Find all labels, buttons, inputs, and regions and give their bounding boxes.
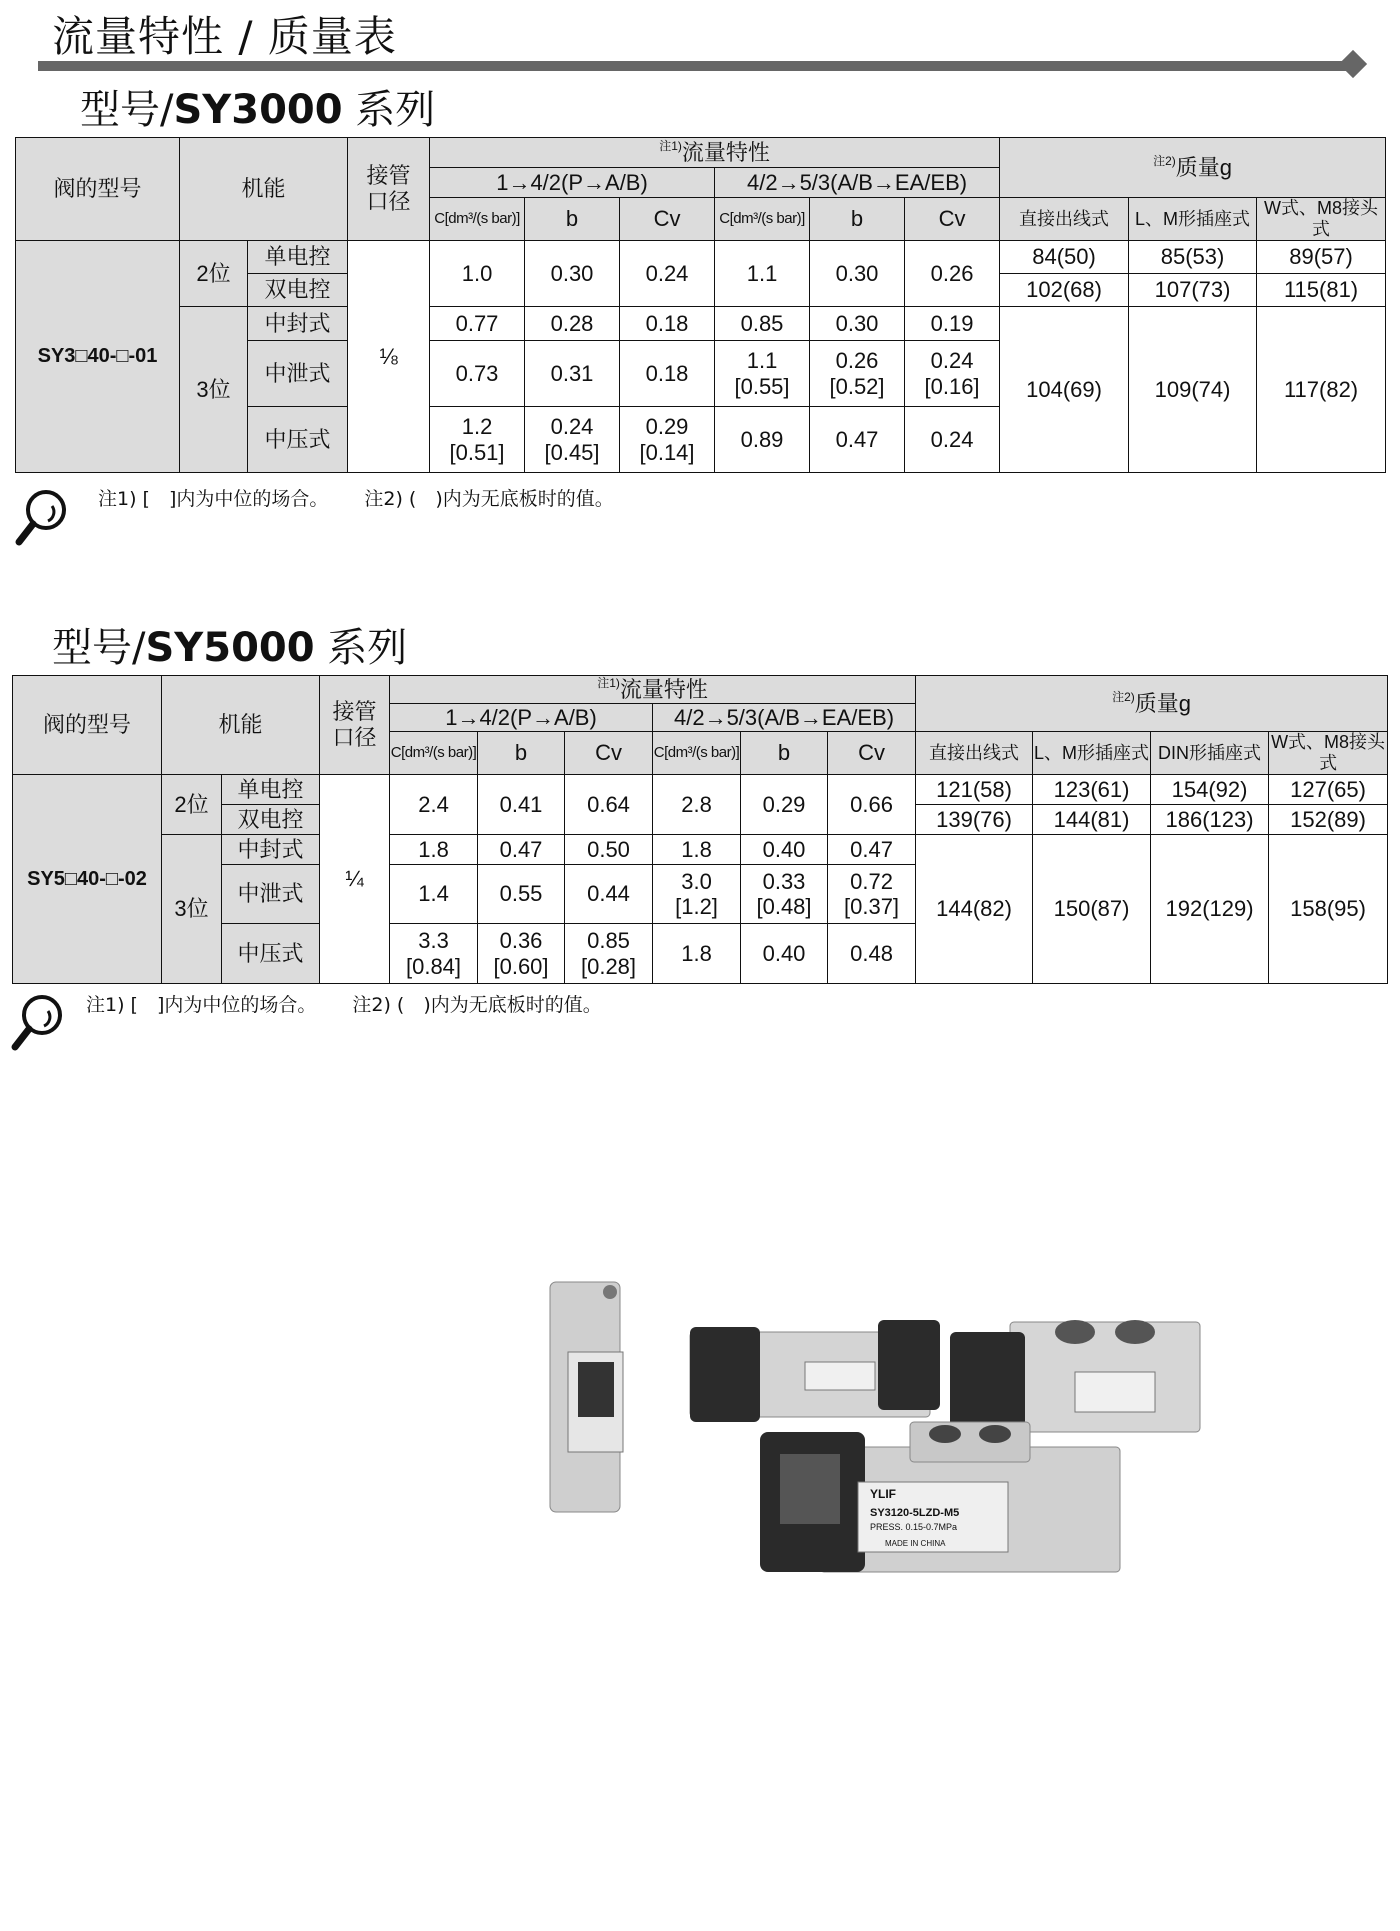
cell: 107(73) [1129, 274, 1257, 307]
dir2-header: 4/2→5/3(A/B→EA/EB) [653, 704, 916, 732]
cell: 0.73 [430, 341, 525, 407]
cell: 0.66 [828, 775, 916, 835]
valve-back-right [950, 1320, 1200, 1432]
cell: 121(58) [916, 775, 1033, 805]
flow-header: $^{注1)}$流量特性 [430, 138, 1000, 168]
c-header: C[dm³/(s bar)] [430, 198, 525, 241]
cell: 104(69) [1000, 307, 1129, 473]
mass-col-header: DIN形插座式 [1151, 732, 1269, 775]
function-label: 中压式 [248, 407, 348, 473]
cell: 154(92) [1151, 775, 1269, 805]
cell: 127(65) [1269, 775, 1388, 805]
page-title: 流量特性 / 质量表 [52, 12, 397, 61]
b-header: b [478, 732, 565, 775]
b-header: b [741, 732, 828, 775]
cell: 1.0 [430, 241, 525, 307]
dir1-header: 1→4/2(P→A/B) [390, 704, 653, 732]
function-label: 中泄式 [222, 865, 320, 924]
cell: 0.47 [478, 835, 565, 865]
function-label: 单电控 [222, 775, 320, 805]
cell: 0.48 [828, 924, 916, 984]
cell: 144(81) [1033, 805, 1151, 835]
valve-front [760, 1422, 1120, 1572]
mass-col-header: 直接出线式 [1000, 198, 1129, 241]
mass-col-header: L、M形插座式 [1129, 198, 1257, 241]
dir2-header: 4/2→5/3(A/B→EA/EB) [715, 168, 1000, 198]
sy3000-table [15, 137, 1386, 473]
cell: 115(81) [1257, 274, 1386, 307]
cell: 150(87) [1033, 835, 1151, 984]
pos-label: 3位 [180, 307, 248, 473]
mass-header: $^{注2)}$质量g [1000, 138, 1386, 198]
cell: 1.2 [0.51] [430, 407, 525, 473]
cell: 0.44 [565, 865, 653, 924]
valve-back-middle [690, 1320, 940, 1422]
cell: 0.24 [905, 407, 1000, 473]
cell: 2.8 [653, 775, 741, 835]
model-header: 阀的型号 [13, 676, 162, 775]
cv-header: Cv [620, 198, 715, 241]
cell: 0.26 [0.52] [810, 341, 905, 407]
pos-label: 2位 [162, 775, 222, 835]
cell: 89(57) [1257, 241, 1386, 274]
cell: 102(68) [1000, 274, 1129, 307]
port-header: 接管 口径 [320, 676, 390, 775]
cell: 186(123) [1151, 805, 1269, 835]
cell: 123(61) [1033, 775, 1151, 805]
cell: 1.1 [0.55] [715, 341, 810, 407]
cell: 192(129) [1151, 835, 1269, 984]
function-label: 中压式 [222, 924, 320, 984]
cell: 85(53) [1129, 241, 1257, 274]
cv-header: Cv [828, 732, 916, 775]
b-header: b [810, 198, 905, 241]
cv-header: Cv [565, 732, 653, 775]
sy3000-section-title: 型号/SY3000 系列 [80, 87, 436, 133]
mass-col-header: W式、M8接头式 [1269, 732, 1388, 775]
sy5000-section-title: 型号/SY5000 系列 [52, 625, 408, 671]
cell: 0.40 [741, 924, 828, 984]
cell: 0.77 [430, 307, 525, 341]
cell: 0.31 [525, 341, 620, 407]
cell: 158(95) [1269, 835, 1388, 984]
port-size: ⅛ [348, 241, 430, 473]
function-label: 中封式 [248, 307, 348, 341]
cell: 109(74) [1129, 307, 1257, 473]
function-label: 单电控 [248, 241, 348, 274]
magnifier-icon [14, 488, 68, 548]
function-header: 机能 [162, 676, 320, 775]
cell: 152(89) [1269, 805, 1388, 835]
port-size: ¼ [320, 775, 390, 984]
cell: 0.40 [741, 835, 828, 865]
flow-header: $^{注1)}$流量特性 [390, 676, 916, 704]
cell: 0.33 [0.48] [741, 865, 828, 924]
cell: 2.4 [390, 775, 478, 835]
cell: 0.18 [620, 341, 715, 407]
model-header: 阀的型号 [16, 138, 180, 241]
cell: 144(82) [916, 835, 1033, 984]
cell: 0.72 [0.37] [828, 865, 916, 924]
cell: 139(76) [916, 805, 1033, 835]
cell: 0.29 [0.14] [620, 407, 715, 473]
cell: 0.36 [0.60] [478, 924, 565, 984]
cell: 0.30 [525, 241, 620, 307]
cell: 0.47 [828, 835, 916, 865]
pos-label: 3位 [162, 835, 222, 984]
cell: 1.1 [715, 241, 810, 307]
photo-made-in: MADE IN CHINA [885, 1539, 946, 1548]
cell: 0.24 [0.45] [525, 407, 620, 473]
model-code: SY3□40-□-01 [16, 241, 180, 473]
photo-model: SY3120-5LZD-M5 [870, 1507, 960, 1519]
cell: 1.8 [653, 924, 741, 984]
pos-label: 2位 [180, 241, 248, 307]
cell: 0.89 [715, 407, 810, 473]
model-code: SY5□40-□-02 [13, 775, 162, 984]
cell: 84(50) [1000, 241, 1129, 274]
function-header: 机能 [180, 138, 348, 241]
cell: 3.0 [1.2] [653, 865, 741, 924]
product-photo [540, 1262, 1210, 1602]
title-diamond [1339, 50, 1367, 78]
cell: 3.3 [0.84] [390, 924, 478, 984]
cell: 0.30 [810, 307, 905, 341]
cell: 0.50 [565, 835, 653, 865]
title-rule [38, 61, 1358, 71]
cell: 0.24 [0.16] [905, 341, 1000, 407]
cv-header: Cv [905, 198, 1000, 241]
cell: 1.4 [390, 865, 478, 924]
dir1-header: 1→4/2(P→A/B) [430, 168, 715, 198]
cell: 0.29 [741, 775, 828, 835]
cell: 0.41 [478, 775, 565, 835]
valve-back-left [550, 1282, 623, 1512]
c-header: C[dm³/(s bar)] [390, 732, 478, 775]
photo-pressure: PRESS. 0.15-0.7MPa [870, 1522, 958, 1532]
cell: 0.18 [620, 307, 715, 341]
mass-col-header: 直接出线式 [916, 732, 1033, 775]
function-label: 中封式 [222, 835, 320, 865]
photo-brand: YLIF [870, 1487, 896, 1501]
sy5000-table [12, 675, 1388, 984]
mass-col-header: W式、M8接头式 [1257, 198, 1386, 241]
cell: 0.28 [525, 307, 620, 341]
cell: 1.8 [653, 835, 741, 865]
cell: 0.30 [810, 241, 905, 307]
cell: 0.19 [905, 307, 1000, 341]
b-header: b [525, 198, 620, 241]
sy3000-notes: 注1) [ ]内为中位的场合。 注2) ( )内为无底板时的值。 [98, 488, 614, 510]
function-label: 双电控 [222, 805, 320, 835]
mass-col-header: L、M形插座式 [1033, 732, 1151, 775]
function-label: 中泄式 [248, 341, 348, 407]
cell: 1.8 [390, 835, 478, 865]
magnifier-icon [10, 993, 64, 1053]
c-header: C[dm³/(s bar)] [715, 198, 810, 241]
cell: 0.55 [478, 865, 565, 924]
function-label: 双电控 [248, 274, 348, 307]
cell: 0.85 [0.28] [565, 924, 653, 984]
port-header: 接管 口径 [348, 138, 430, 241]
cell: 117(82) [1257, 307, 1386, 473]
cell: 0.47 [810, 407, 905, 473]
mass-header: $^{注2)}$质量g [916, 676, 1388, 732]
c-header: C[dm³/(s bar)] [653, 732, 741, 775]
cell: 0.85 [715, 307, 810, 341]
cell: 0.24 [620, 241, 715, 307]
cell: 0.64 [565, 775, 653, 835]
cell: 0.26 [905, 241, 1000, 307]
sy5000-notes: 注1) [ ]内为中位的场合。 注2) ( )内为无底板时的值。 [86, 994, 602, 1016]
